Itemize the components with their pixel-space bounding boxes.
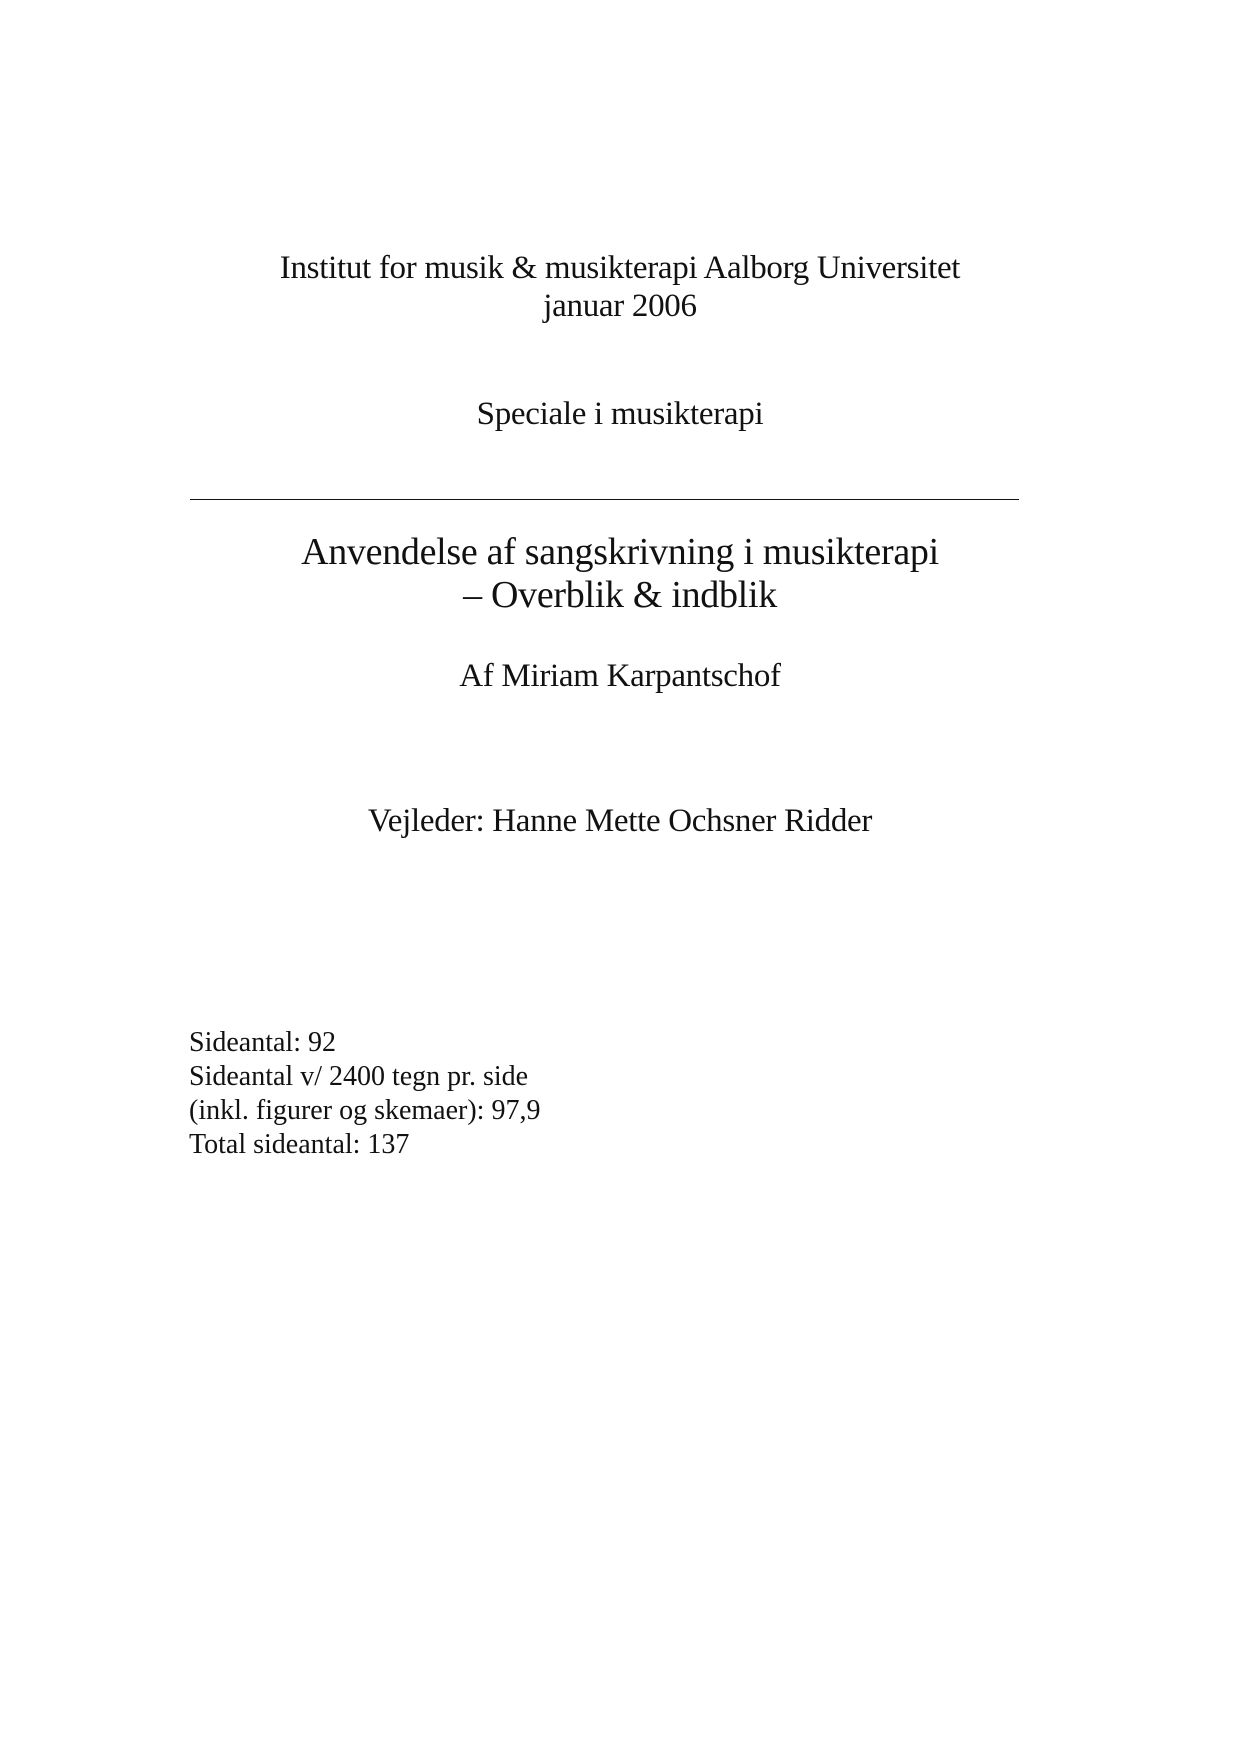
page-count-line: Sideantal: 92: [189, 1027, 336, 1058]
thesis-type-text: Speciale i musikterapi: [476, 396, 764, 432]
page-count-line: Total sideantal: 137: [189, 1129, 410, 1160]
thesis-title: Anvendelse af sangskrivning i musikterapi: [301, 531, 939, 573]
page-count-line: (inkl. figurer og skemaer): 97,9: [189, 1095, 541, 1126]
horizontal-divider: [190, 499, 1019, 500]
author-text: Af Miriam Karpantschof: [459, 658, 781, 694]
institution-text: Institut for musik & musikterapi Aalborg Universitet: [279, 250, 961, 286]
page-count-line: Sideantal v/ 2400 tegn pr. side: [189, 1061, 529, 1092]
date-text: januar 2006: [543, 288, 697, 324]
thesis-subtitle: – Overblik & indblik: [463, 574, 777, 616]
supervisor-text: Vejleder: Hanne Mette Ochsner Ridder: [367, 803, 873, 839]
